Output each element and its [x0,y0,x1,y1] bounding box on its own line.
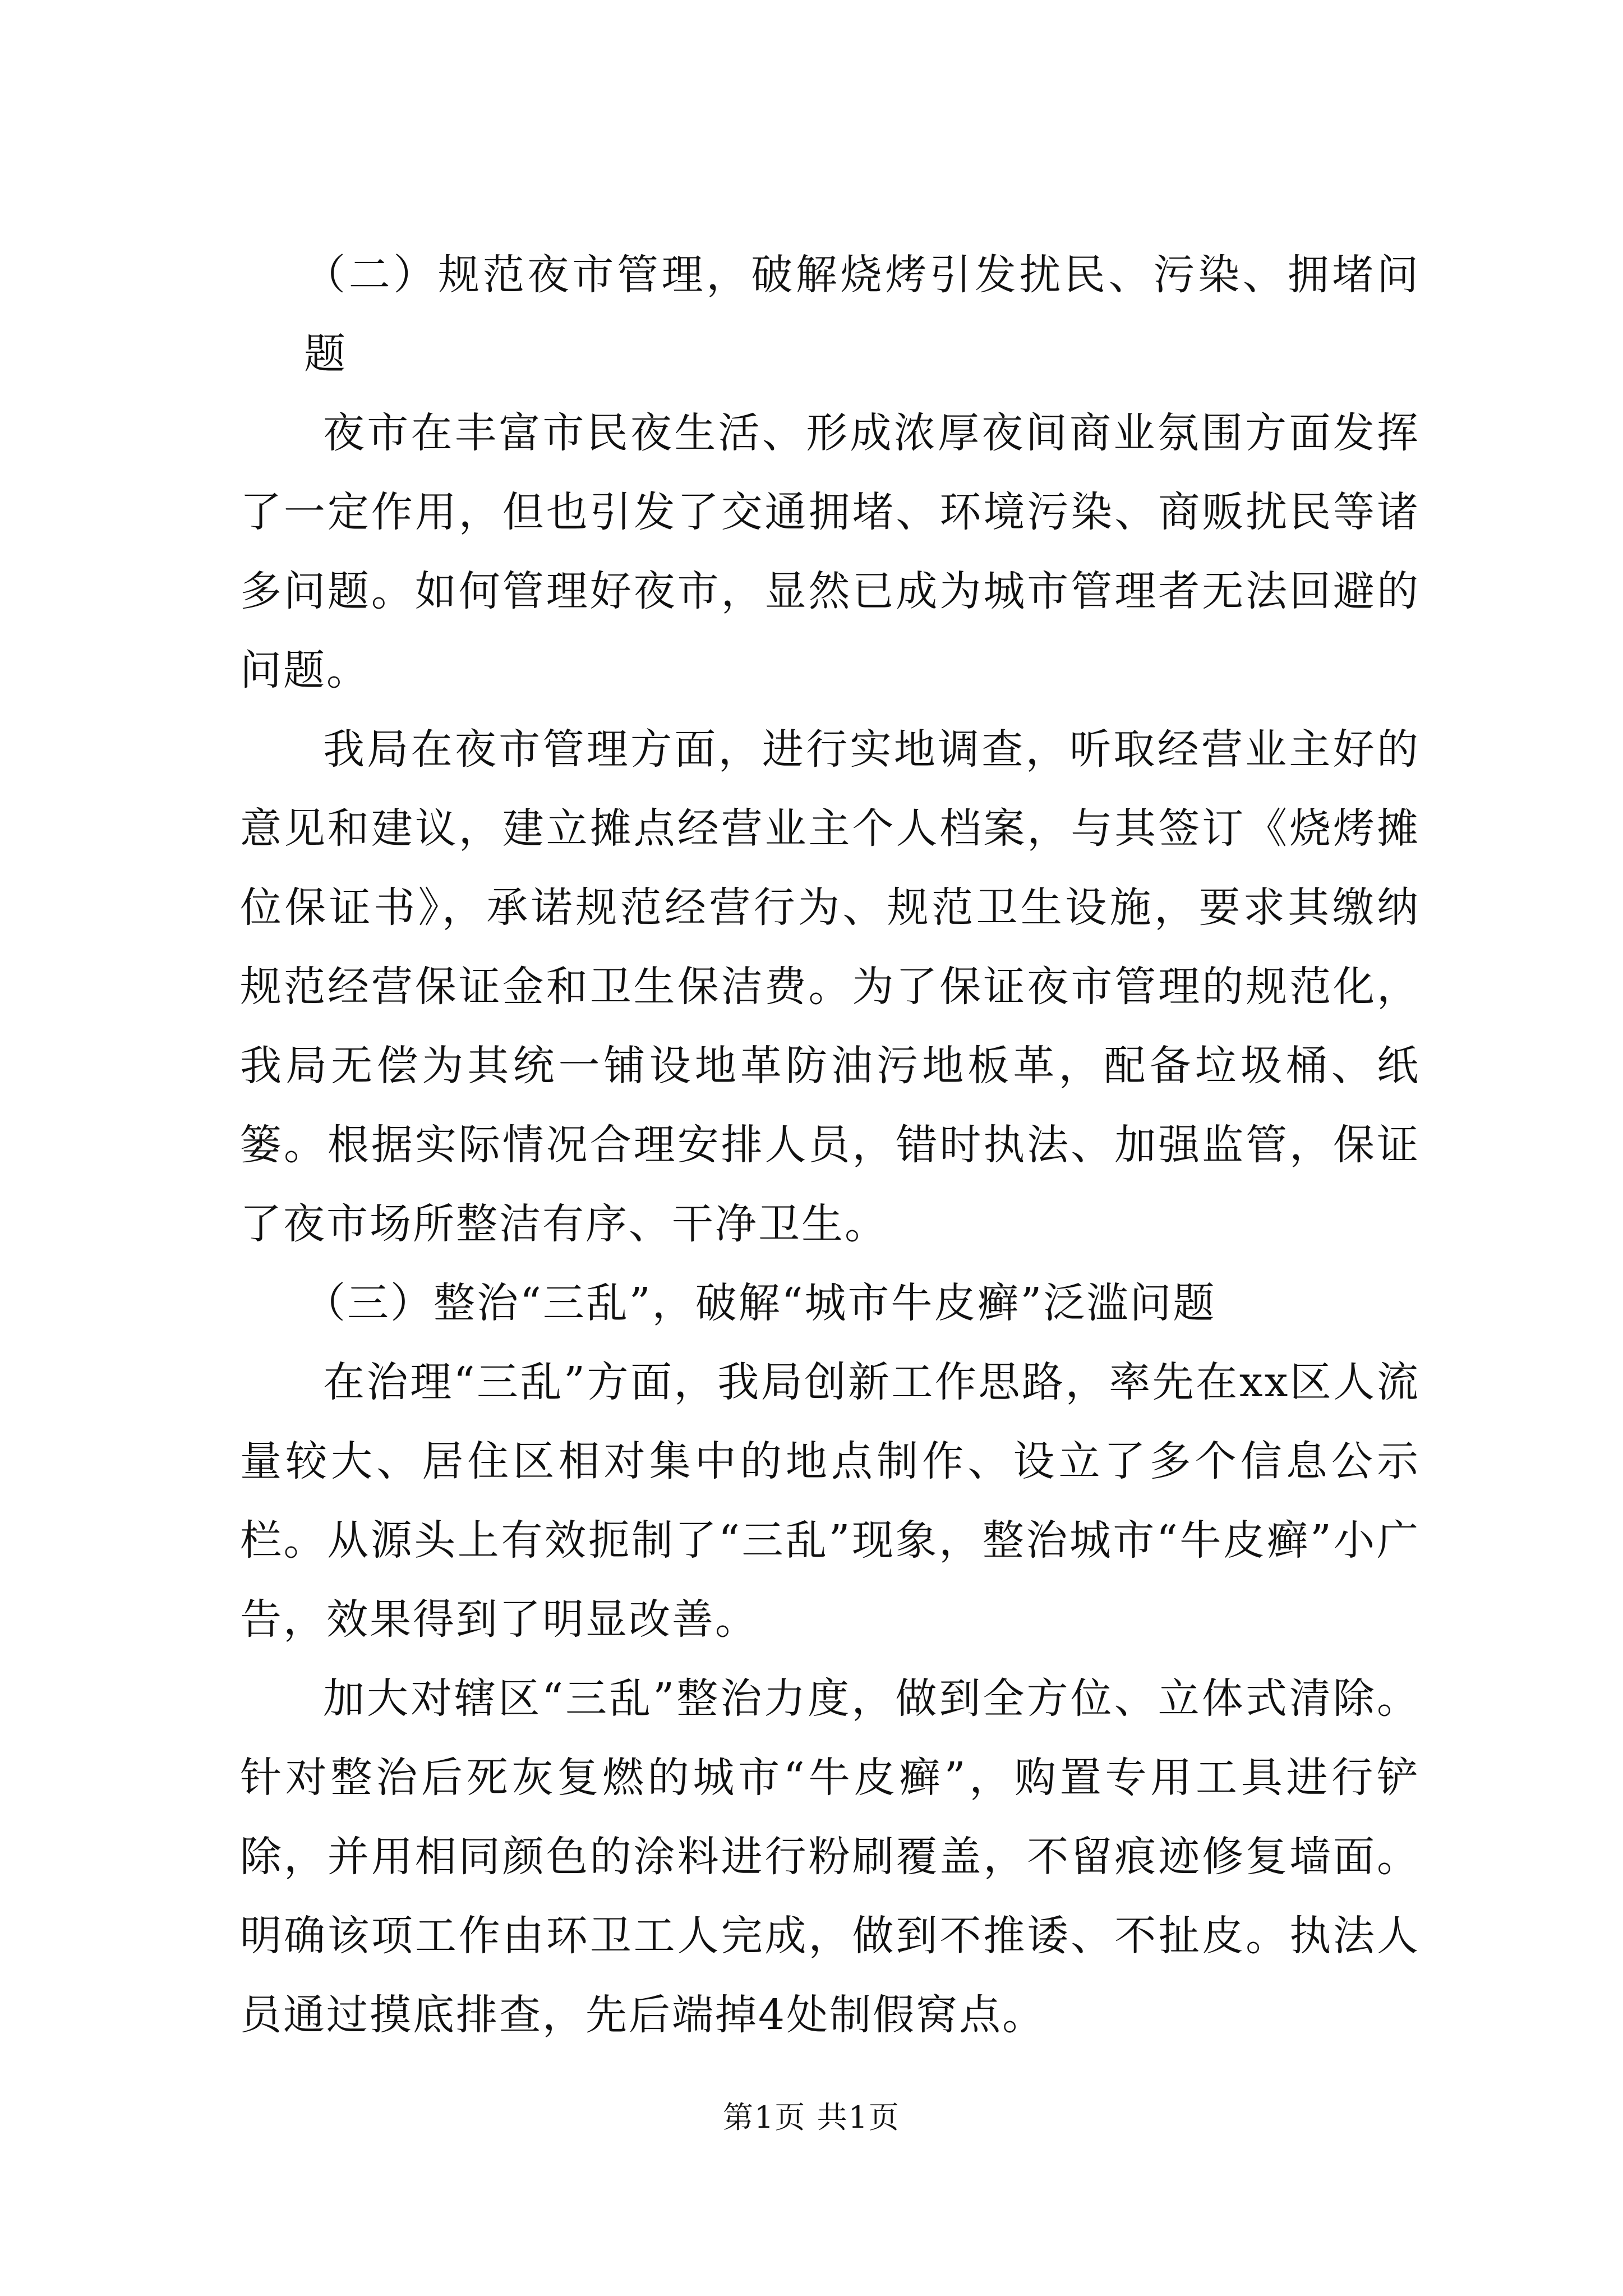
paragraph-three-chaos-cleanup: 加大对辖区“三乱”整治力度，做到全方位、立体式清除。针对整治后死灰复燃的城市“牛皮癣”，购置专用工具进行铲除，并用相同颜色的涂料进行粉刷覆盖，不留痕迹修复墙面。明确该项工作由环卫工人完成，做到不推诿、不扯皮。执法人员通过摸底排查，先后端掉4处制假窝点。 [240,1674,1420,2039]
paragraph-night-market-intro: 夜市在丰富市民夜生活、形成浓厚夜间商业氛围方面发挥了一定作用，但也引发了交通拥堵、环境污染、商贩扰民等诸多问题。如何管理好夜市，显然已成为城市管理者无法回避的问题。 [240,409,1420,694]
page-footer: 第1页 共1页 [723,2100,900,2135]
paragraph-three-chaos-approach: 在治理“三乱”方面，我局创新工作思路，率先在xx区人流量较大、居住区相对集中的地点制作、设立了多个信息公示栏。从源头上有效扼制了“三乱”现象，整治城市“牛皮癣”小广告，效果得到了明显改善。 [240,1358,1420,1644]
paragraph-night-market-measures: 我局在夜市管理方面，进行实地调查，听取经营业主好的意见和建议，建立摊点经营业主个人档案，与其签订《烧烤摊位保证书》，承诺规范经营行为、规范卫生设施，要求其缴纳规范经营保证金和卫生保洁费。为了保证夜市管理的规范化，我局无偿为其统一铺设地革防油污地板革，配备垃圾桶、纸篓。根据实际情况合理安排人员，错时执法、加强监管，保证了夜市场所整洁有序、干净卫生。 [240,725,1420,1248]
section-heading-3: （三）整治“三乱”，破解“城市牛皮癣”泛滥问题 [304,1279,1216,1327]
section-heading-2: （二）规范夜市管理，破解烧烤引发扰民、污染、拥堵问题 [304,251,1420,378]
document-body [240,236,1420,2055]
